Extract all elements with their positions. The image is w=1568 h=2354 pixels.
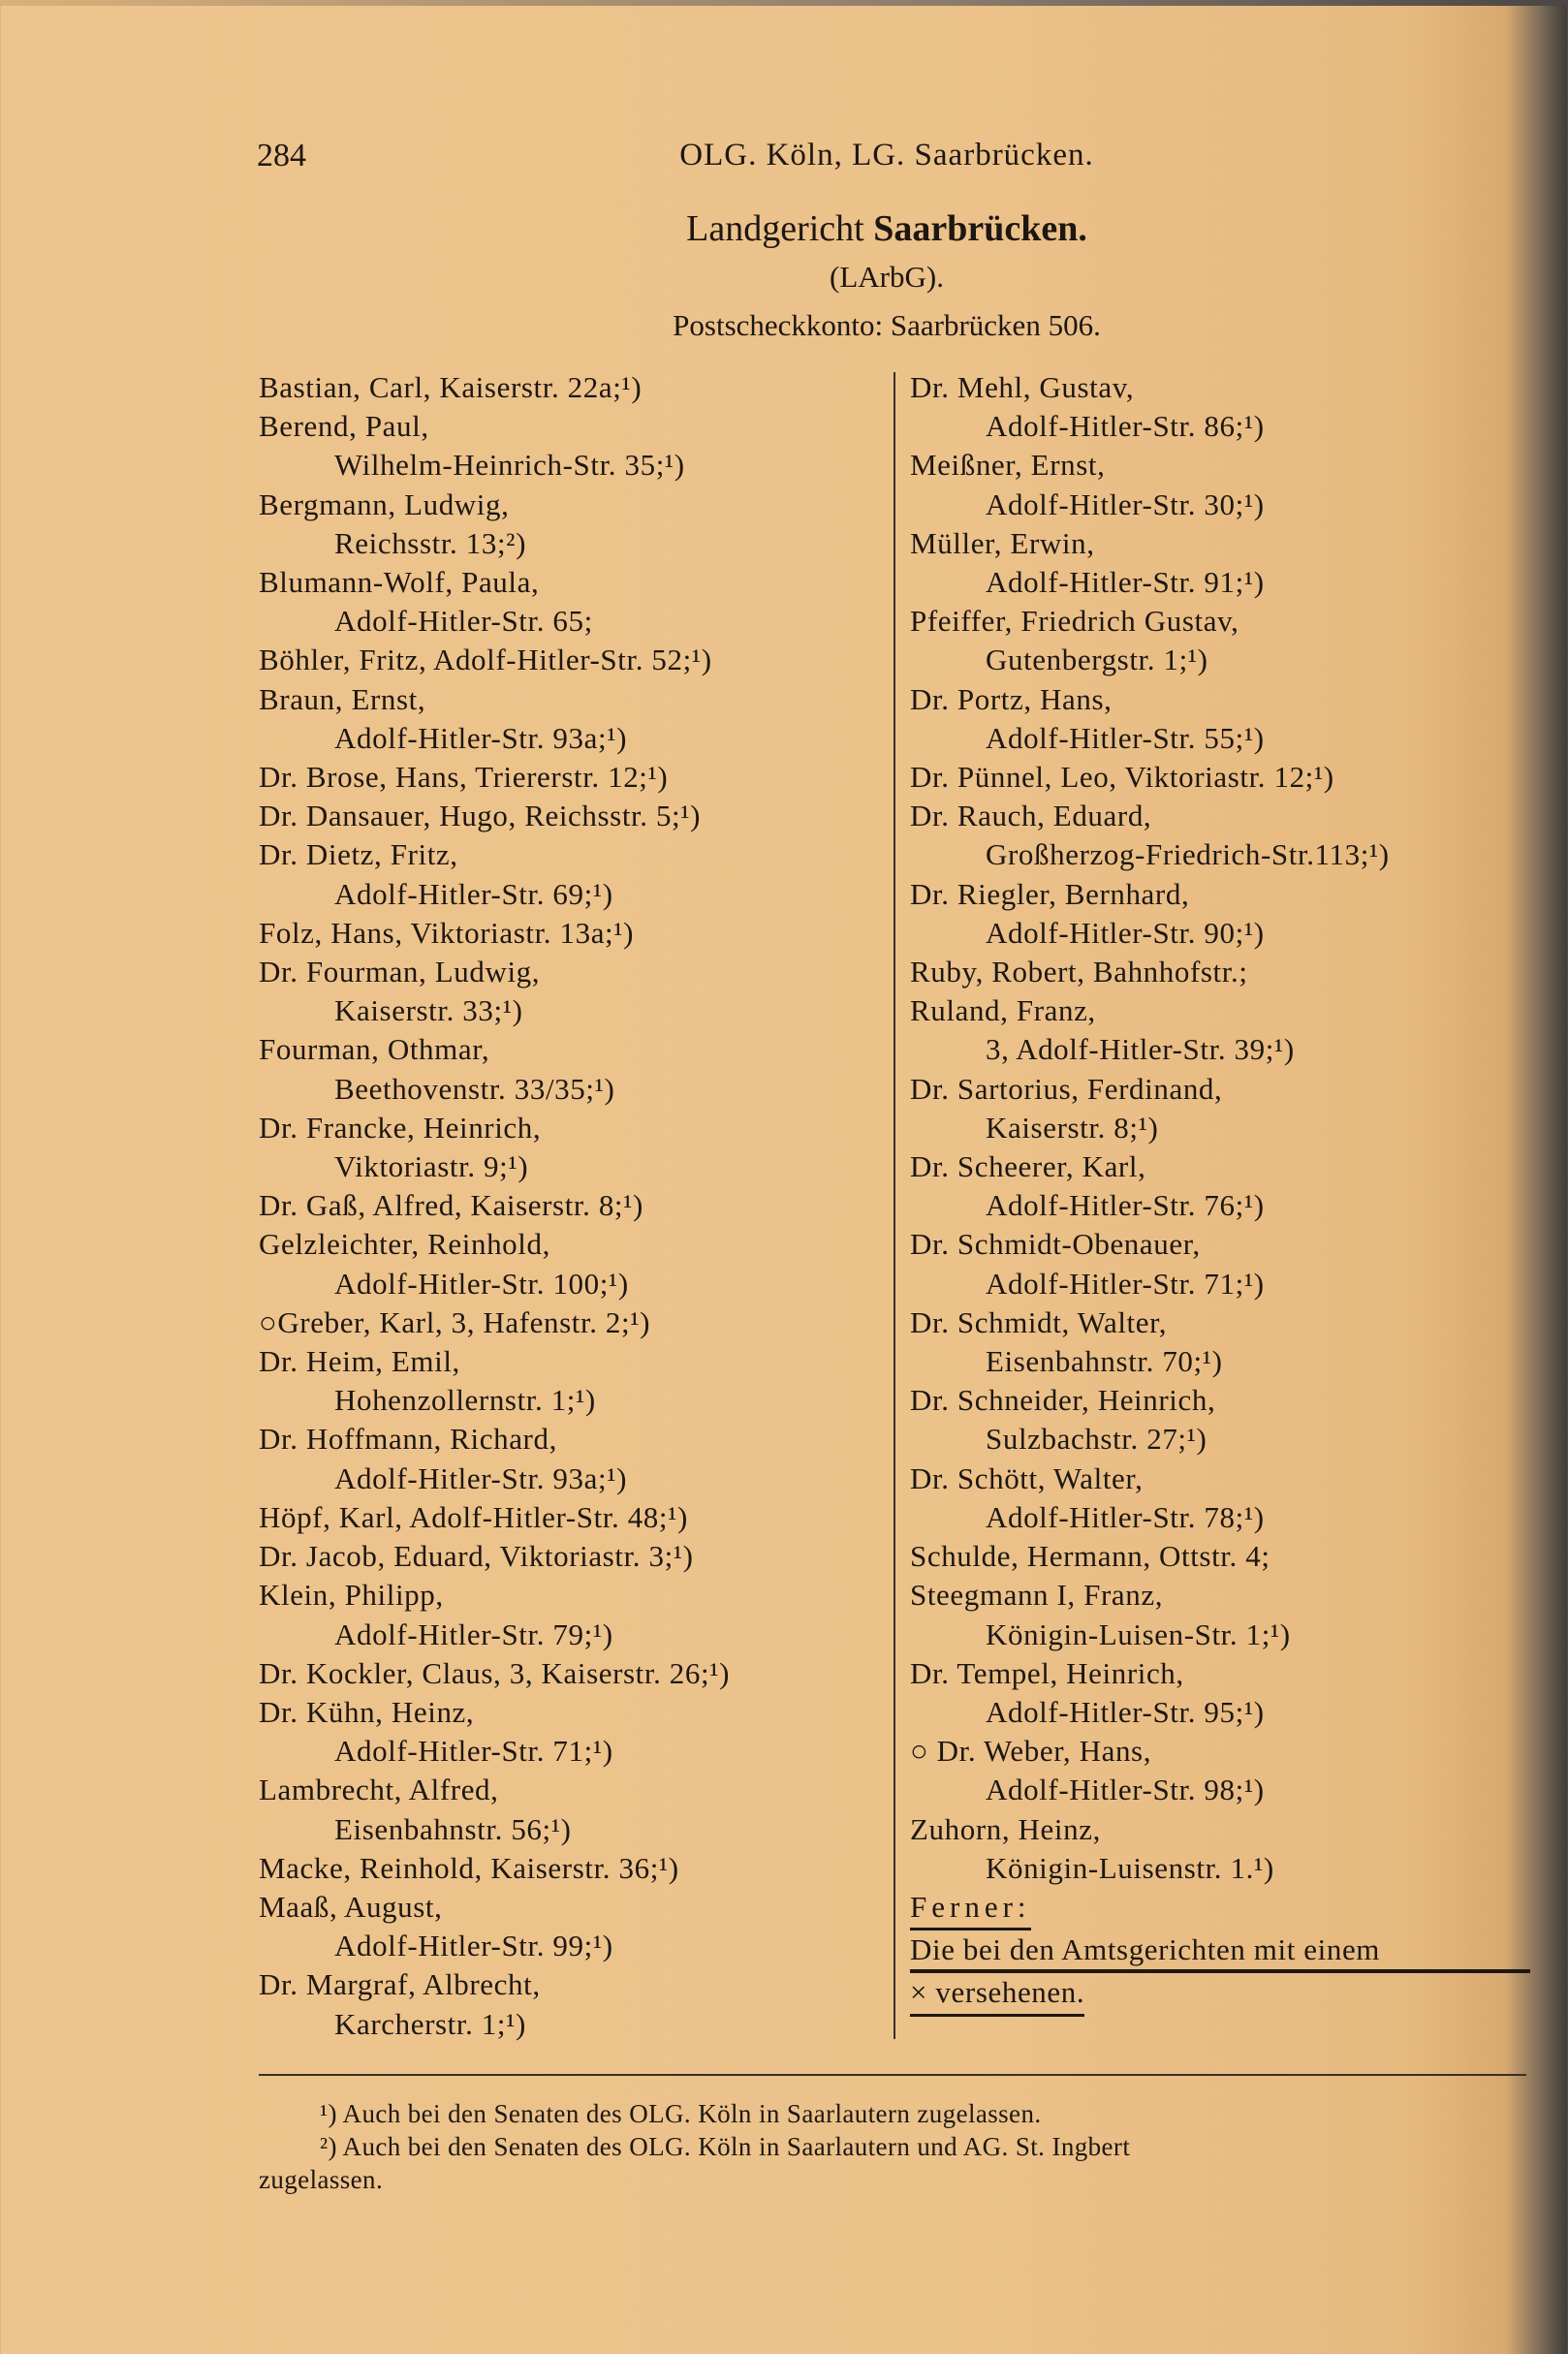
lawyer-name-line: Dr. Brose, Hans, Triererstr. 12;¹) [259, 760, 669, 795]
right-entries [910, 368, 1530, 1888]
lawyer-address-line: Adolf-Hitler-Str. 30;¹) [986, 486, 1265, 521]
lawyer-address-line: Adolf-Hitler-Str. 100;¹) [334, 1266, 629, 1301]
lawyer-entry [910, 1654, 1530, 1732]
ferner-line-2-text: × versehenen. [910, 1973, 1084, 2016]
lawyer-name-line: Schulde, Hermann, Ottstr. 4; [910, 1539, 1270, 1574]
lawyer-entry [910, 1147, 1530, 1225]
lawyer-name-line: Böhler, Fritz, Adolf-Hitler-Str. 52;¹) [259, 643, 712, 677]
lawyer-name-line: ○Greber, Karl, 3, Hafenstr. 2;¹) [259, 1304, 651, 1339]
lawyer-entry [259, 1771, 730, 1848]
lawyer-address-line: Adolf-Hitler-Str. 93a;¹) [334, 1460, 628, 1495]
lawyer-name-line: Klein, Philipp, [259, 1578, 444, 1613]
lawyer-address-line: Kaiserstr. 8;¹) [986, 1110, 1159, 1145]
ferner-line-1-text: Die bei den Amtsgerichten mit einem [910, 1930, 1530, 1973]
lawyer-entry [910, 1070, 1530, 1147]
lawyer-address-line: Adolf-Hitler-Str. 76;¹) [986, 1188, 1265, 1223]
ferner-line-1 [910, 1930, 1530, 1973]
lawyer-entry [259, 1303, 730, 1342]
lawyer-name-line: Pfeiffer, Friedrich Gustav, [910, 604, 1239, 639]
lawyer-address-line: Adolf-Hitler-Str. 98;¹) [986, 1773, 1265, 1807]
ferner-heading [910, 1888, 1530, 1930]
lawyer-entry [259, 1537, 730, 1576]
lawyer-name-line: Dr. Rauch, Eduard, [910, 799, 1152, 833]
lawyer-name-line: Dr. Pünnel, Leo, Viktoriastr. 12;¹) [910, 760, 1334, 795]
lawyer-entry [259, 486, 730, 563]
lawyer-address-line: Adolf-Hitler-Str. 79;¹) [334, 1616, 613, 1651]
lawyer-entry [259, 680, 730, 758]
lawyer-entry [259, 1420, 730, 1497]
page-number: 284 [257, 138, 306, 173]
postal-account: Postscheckkonto: Saarbrücken 506. [673, 308, 1101, 342]
lawyer-name-line: Berend, Paul, [259, 409, 429, 444]
lawyer-address-line: Adolf-Hitler-Str. 90;¹) [986, 915, 1265, 950]
lawyer-entry [910, 602, 1530, 679]
lawyer-name-line: Steegmann I, Franz, [910, 1578, 1164, 1613]
lawyer-name-line: Dr. Sartorius, Ferdinand, [910, 1071, 1223, 1106]
lawyer-entry [910, 953, 1530, 991]
lawyer-address-line: Adolf-Hitler-Str. 95;¹) [986, 1694, 1265, 1729]
lawyer-entry [910, 1576, 1530, 1653]
lawyer-name-line: Meißner, Ernst, [910, 448, 1106, 483]
ferner-heading-text: Ferner: [910, 1888, 1031, 1930]
section-title [0, 207, 1568, 250]
lawyer-name-line: Bergmann, Ludwig, [259, 486, 510, 521]
lawyer-name-line: Dr. Dansauer, Hugo, Reichsstr. 5;¹) [259, 799, 702, 833]
lawyer-entry [259, 953, 730, 1030]
lawyer-entry [259, 641, 730, 679]
footnote-2: ²) Auch bei den Senaten des OLG. Köln in Saarlautern und AG. St. Ingbert [320, 2132, 1131, 2161]
lawyer-entry [259, 407, 730, 485]
lawyer-name-line: Dr. Hoffmann, Richard, [259, 1422, 557, 1457]
lawyer-entry [259, 1693, 730, 1771]
lawyer-name-line: Dr. Heim, Emil, [259, 1344, 460, 1379]
lawyer-entry [259, 1654, 730, 1693]
lawyer-address-line: Adolf-Hitler-Str. 71;¹) [986, 1266, 1265, 1301]
lawyer-entry [910, 1732, 1530, 1809]
lawyer-address-line: Beethovenstr. 33/35;¹) [334, 1071, 615, 1106]
lawyer-entry [259, 1849, 730, 1888]
lawyer-name-line: Ruby, Robert, Bahnhofstr.; [910, 955, 1248, 989]
lawyer-name-line: Dr. Schött, Walter, [910, 1460, 1144, 1495]
footnote-2-continuation: zugelassen. [259, 2165, 384, 2194]
lawyer-name-line: Müller, Erwin, [910, 525, 1095, 560]
lawyer-name-line: Dr. Scheerer, Karl, [910, 1149, 1146, 1184]
lawyer-entry [910, 446, 1530, 523]
lawyer-name-line: Dr. Portz, Hans, [910, 681, 1113, 716]
lawyer-entry [910, 1381, 1530, 1459]
lawyer-address-line: Adolf-Hitler-Str. 99;¹) [334, 1929, 613, 1963]
lawyer-address-line: Viktoriastr. 9;¹) [334, 1149, 529, 1184]
title-city: Saarbrücken. [873, 208, 1087, 249]
lawyer-name-line: Dr. Gaß, Alfred, Kaiserstr. 8;¹) [259, 1188, 643, 1223]
lawyer-entry [910, 680, 1530, 758]
lawyer-address-line: Adolf-Hitler-Str. 55;¹) [986, 720, 1265, 755]
lawyer-entry [259, 1342, 730, 1420]
lawyer-name-line: Maaß, August, [259, 1889, 443, 1924]
lawyer-address-line: Adolf-Hitler-Str. 78;¹) [986, 1499, 1265, 1534]
court-abbreviation: (LArbG). [830, 260, 944, 294]
lawyer-entry [259, 914, 730, 953]
lawyer-name-line: Dr. Dietz, Fritz, [259, 837, 458, 872]
lawyer-entry [259, 1225, 730, 1303]
lawyer-entry [910, 1303, 1530, 1381]
lawyer-name-line: Blumann-Wolf, Paula, [259, 565, 540, 600]
lawyer-address-line: Eisenbahnstr. 56;¹) [334, 1811, 572, 1846]
column-divider [894, 372, 895, 2039]
lawyer-name-line: Dr. Schmidt, Walter, [910, 1304, 1168, 1339]
lawyer-address-line: Adolf-Hitler-Str. 93a;¹) [334, 720, 628, 755]
lawyer-address-line: Hohenzollernstr. 1;¹) [334, 1383, 596, 1418]
lawyer-address-line: Königin-Luisen-Str. 1;¹) [986, 1616, 1291, 1651]
lawyer-name-line: Dr. Margraf, Albrecht, [259, 1967, 541, 2002]
lawyer-name-line: Braun, Ernst, [259, 681, 426, 716]
lawyer-name-line: Folz, Hans, Viktoriastr. 13a;¹) [259, 915, 635, 950]
lawyer-address-line: Kaiserstr. 33;¹) [334, 993, 523, 1028]
lawyer-entry [259, 1109, 730, 1186]
lawyer-name-line: Zuhorn, Heinz, [910, 1811, 1101, 1846]
lawyer-address-line: Eisenbahnstr. 70;¹) [986, 1344, 1223, 1379]
lawyer-name-line: Dr. Kühn, Heinz, [259, 1694, 475, 1729]
title-prefix: Landgericht [686, 208, 864, 249]
lawyer-address-line: Gutenbergstr. 1;¹) [986, 643, 1208, 677]
lawyer-address-line: Großherzog-Friedrich-Str.113;¹) [986, 837, 1390, 872]
lawyer-entry [910, 1537, 1530, 1576]
lawyer-name-line: Gelzleichter, Reinhold, [259, 1227, 550, 1262]
lawyer-entry [910, 1225, 1530, 1303]
lawyer-name-line: Dr. Fourman, Ludwig, [259, 955, 541, 989]
lawyer-entry [910, 875, 1530, 953]
page-top-edge [0, 0, 1568, 6]
lawyer-address-line: Adolf-Hitler-Str. 69;¹) [334, 876, 613, 911]
lawyer-entry [910, 1810, 1530, 1888]
lawyer-address-line: Karcherstr. 1;¹) [334, 2006, 526, 2041]
left-column-lawyer-list [259, 368, 730, 2044]
footnote-rule [259, 2074, 1526, 2076]
lawyer-name-line: Ruland, Franz, [910, 993, 1096, 1028]
lawyer-address-line: Reichsstr. 13;²) [334, 525, 526, 560]
lawyer-address-line: Adolf-Hitler-Str. 65; [334, 604, 593, 639]
lawyer-entry [910, 524, 1530, 602]
footnote-1: ¹) Auch bei den Senaten des OLG. Köln in Saarlautern zugelassen. [320, 2099, 1042, 2128]
lawyer-name-line: ○ Dr. Weber, Hans, [910, 1734, 1152, 1769]
lawyer-name-line: Höpf, Karl, Adolf-Hitler-Str. 48;¹) [259, 1499, 688, 1534]
lawyer-name-line: Dr. Schmidt-Obenauer, [910, 1227, 1201, 1262]
lawyer-address-line: Adolf-Hitler-Str. 91;¹) [986, 565, 1265, 600]
lawyer-entry [259, 1030, 730, 1108]
lawyer-entry [910, 991, 1530, 1069]
ferner-line-2 [910, 1973, 1530, 2016]
lawyer-name-line: Dr. Riegler, Bernhard, [910, 876, 1190, 911]
lawyer-name-line: Macke, Reinhold, Kaiserstr. 36;¹) [259, 1850, 679, 1885]
right-column-lawyer-list [910, 368, 1530, 2017]
lawyer-name-line: Lambrecht, Alfred, [259, 1773, 499, 1807]
lawyer-entry [259, 758, 730, 797]
lawyer-name-line: Bastian, Carl, Kaiserstr. 22a;¹) [259, 370, 643, 404]
lawyer-name-line: Dr. Francke, Heinrich, [259, 1110, 542, 1145]
lawyer-entry [259, 1576, 730, 1653]
lawyer-name-line: Fourman, Othmar, [259, 1032, 490, 1067]
lawyer-entry [259, 835, 730, 913]
lawyer-address-line: Adolf-Hitler-Str. 86;¹) [986, 409, 1265, 444]
lawyer-entry [259, 797, 730, 835]
lawyer-address-line: Adolf-Hitler-Str. 71;¹) [334, 1734, 613, 1769]
lawyer-entry [259, 368, 730, 407]
lawyer-entry [259, 1965, 730, 2043]
running-header: OLG. Köln, LG. Saarbrücken. [679, 138, 1094, 173]
lawyer-entry [259, 1888, 730, 1965]
lawyer-entry [910, 758, 1530, 797]
lawyer-entry [259, 1186, 730, 1225]
lawyer-entry [910, 1459, 1530, 1537]
lawyer-entry [910, 797, 1530, 874]
lawyer-address-line: Sulzbachstr. 27;¹) [986, 1422, 1207, 1457]
lawyer-address-line: 3, Adolf-Hitler-Str. 39;¹) [986, 1032, 1295, 1067]
lawyer-address-line: Königin-Luisenstr. 1.¹) [986, 1850, 1274, 1885]
lawyer-name-line: Dr. Jacob, Eduard, Viktoriastr. 3;¹) [259, 1539, 694, 1574]
lawyer-name-line: Dr. Mehl, Gustav, [910, 370, 1135, 404]
lawyer-entry [259, 1498, 730, 1537]
lawyer-name-line: Dr. Tempel, Heinrich, [910, 1655, 1184, 1690]
lawyer-name-line: Dr. Kockler, Claus, 3, Kaiserstr. 26;¹) [259, 1655, 731, 1690]
lawyer-address-line: Wilhelm-Heinrich-Str. 35;¹) [334, 448, 685, 483]
lawyer-entry [910, 368, 1530, 446]
lawyer-entry [259, 563, 730, 641]
lawyer-name-line: Dr. Schneider, Heinrich, [910, 1383, 1216, 1418]
